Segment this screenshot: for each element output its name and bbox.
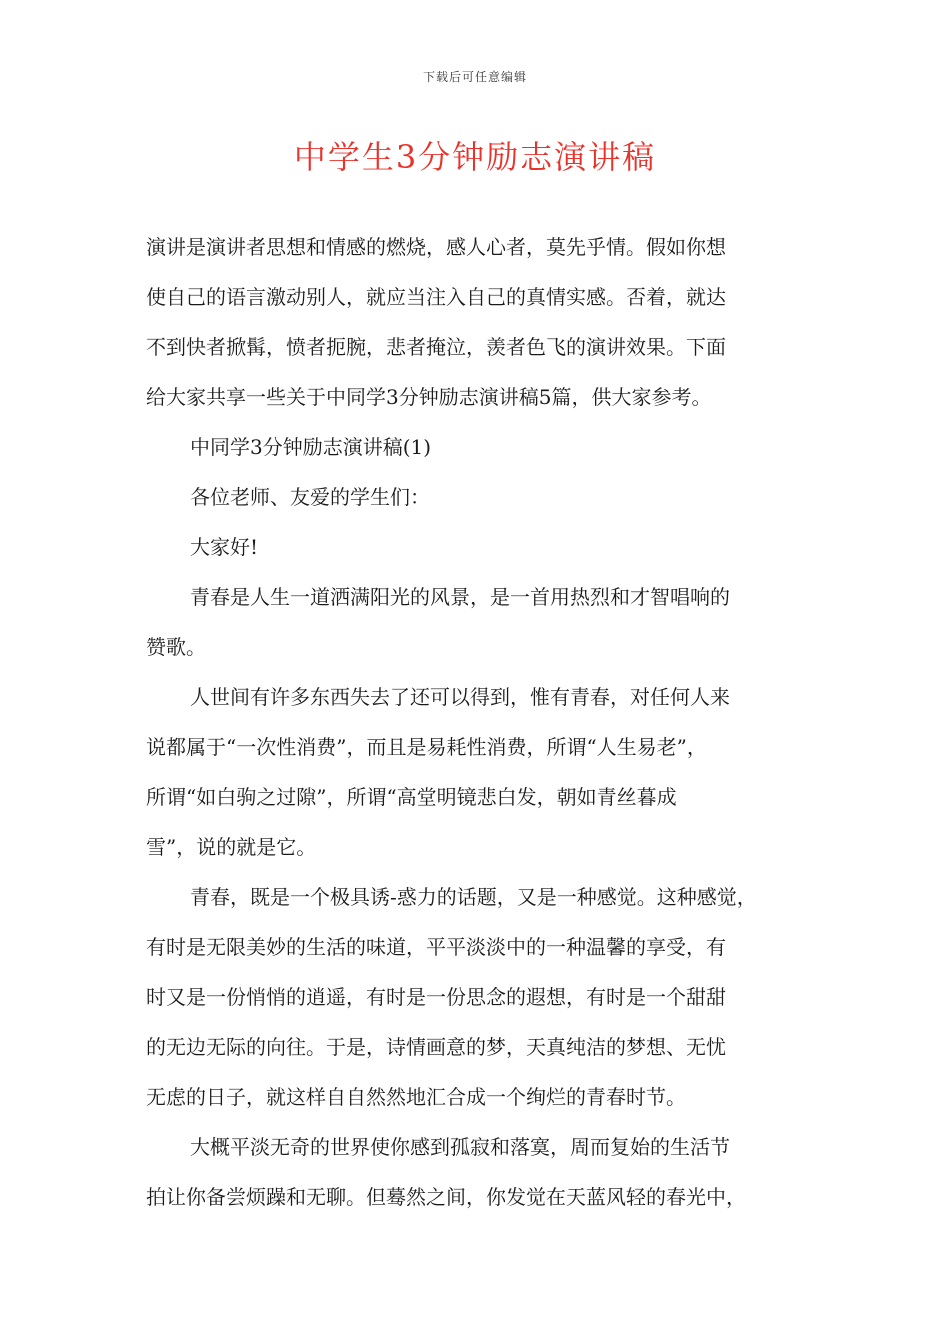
body-line: 有时是无限美妙的生活的味道，平平淡淡中的一种温馨的享受，有 — [146, 935, 726, 959]
body-line: 演讲是演讲者思想和情感的燃烧，感人心者，莫先乎情。假如你想 — [146, 235, 726, 259]
body-line: 给大家共享一些关于中同学3分钟励志演讲稿5篇，供大家参考。 — [146, 385, 712, 409]
body-line: 大家好! — [190, 535, 259, 559]
body-line: 无虑的日子，就这样自自然然地汇合成一个绚烂的青春时节。 — [146, 1085, 686, 1109]
download-note: 下载后可任意编辑 — [422, 70, 527, 84]
body-line: 青春，既是一个极具诱-惑力的话题，又是一种感觉。这种感觉， — [190, 885, 757, 909]
body-line: 不到快者掀髯，愤者扼腕，悲者掩泣，羡者色飞的演讲效果。下面 — [146, 335, 726, 359]
body-line: 各位老师、友爱的学生们： — [190, 485, 430, 509]
body-line: 赞歌。 — [146, 635, 206, 659]
body-line: 说都属于“一次性消费”，而且是易耗性消费，所谓“人生易老”， — [146, 735, 707, 759]
body-line: 所谓“如白驹之过隙”，所谓“高堂明镜悲白发，朝如青丝暮成 — [146, 785, 677, 809]
body-line: 拍让你备尝烦躁和无聊。但蓦然之间，你发觉在天蓝风轻的春光中， — [146, 1185, 746, 1209]
document-title: 中学生3分钟励志演讲稿 — [293, 138, 657, 176]
body-line: 青春是人生一道洒满阳光的风景，是一首用热烈和才智唱响的 — [190, 585, 730, 609]
body-line: 使自己的语言激动别人，就应当注入自己的真情实感。否着，就达 — [146, 285, 726, 309]
body-line: 的无边无际的向往。于是，诗情画意的梦，天真纯洁的梦想、无忧 — [146, 1035, 726, 1059]
body-line: 中同学3分钟励志演讲稿(1) — [190, 435, 432, 459]
body-line: 大概平淡无奇的世界使你感到孤寂和落寞，周而复始的生活节 — [190, 1135, 730, 1159]
body-line: 雪”，说的就是它。 — [146, 835, 317, 859]
body-line: 时又是一份悄悄的逍遥，有时是一份思念的遐想，有时是一个甜甜 — [146, 985, 726, 1009]
document-body — [146, 222, 814, 1222]
body-line: 人世间有许多东西失去了还可以得到，惟有青春，对任何人来 — [190, 685, 730, 709]
